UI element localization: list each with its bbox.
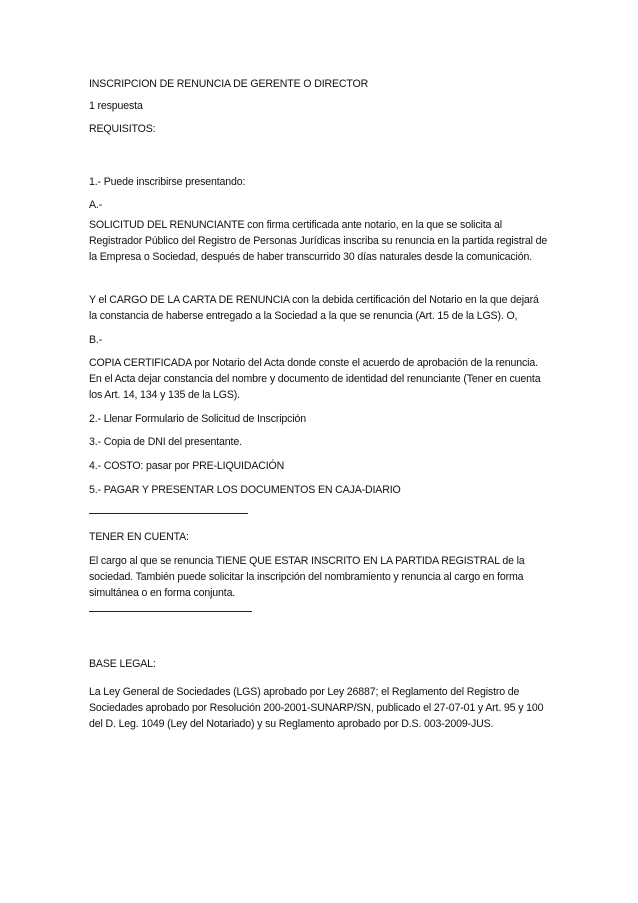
base-legal-heading: BASE LEGAL: bbox=[89, 658, 156, 670]
separator-line-2 bbox=[89, 611, 252, 612]
separator-line-1 bbox=[89, 513, 248, 514]
requirement-4: 4.- COSTO: pasar por PRE-LIQUIDACIÓN bbox=[89, 460, 285, 472]
requisitos-heading: REQUISITOS: bbox=[89, 123, 156, 135]
option-b-label: B.- bbox=[89, 334, 103, 346]
response-count: 1 respuesta bbox=[89, 100, 143, 112]
option-a-text: SOLICITUD DEL RENUNCIANTE con firma certificada ante notario, en la que se solicita al Registrador Público del Registro de Personas Jurídicas inscriba su renuncia en la partida registral de la Empresa o Sociedad, después de haber transcurrido 30 días naturales desde la comunicación. bbox=[89, 219, 548, 263]
option-a-label: A.- bbox=[89, 199, 103, 211]
requirement-1: 1.- Puede inscribirse presentando: bbox=[89, 176, 246, 188]
requirement-5: 5.- PAGAR Y PRESENTAR LOS DOCUMENTOS EN CAJA-DIARIO bbox=[89, 484, 401, 496]
base-legal-text: La Ley General de Sociedades (LGS) aprobado por Ley 26887; el Reglamento del Registro de Sociedades aprobado por Resolución 200-2001-SUNARP/SN, publicado el 27-07-01 y Art. 95 y 100 del D. Leg. 1049 (Ley del Notariado) y su Reglamento aprobado por D.S. 003-2009-JUS. bbox=[89, 686, 544, 730]
tener-heading: TENER EN CUENTA: bbox=[89, 531, 189, 543]
document-title: INSCRIPCION DE RENUNCIA DE GERENTE O DIRECTOR bbox=[89, 78, 369, 90]
option-b-text: COPIA CERTIFICADA por Notario del Acta donde conste el acuerdo de aprobación de la renuncia. En el Acta dejar constancia del nombre y documento de identidad del renunciante (Tener en cuenta los Art. 14, 134 y 135 de la LGS). bbox=[89, 357, 541, 401]
tener-text: El cargo al que se renuncia TIENE QUE ESTAR INSCRITO EN LA PARTIDA REGISTRAL de la sociedad. También puede solicitar la inscripción del nombramiento y renuncia al cargo en forma simultánea o en forma conjunta. bbox=[89, 555, 525, 599]
requirement-3: 3.- Copia de DNI del presentante. bbox=[89, 436, 242, 448]
requirement-2: 2.- Llenar Formulario de Solicitud de Inscripción bbox=[89, 413, 306, 425]
option-a-continuation: Y el CARGO DE LA CARTA DE RENUNCIA con la debida certificación del Notario en la que dejará la constancia de haberse entregado a la Sociedad a la que se renuncia (Art. 15 de la LGS). O, bbox=[89, 294, 539, 322]
